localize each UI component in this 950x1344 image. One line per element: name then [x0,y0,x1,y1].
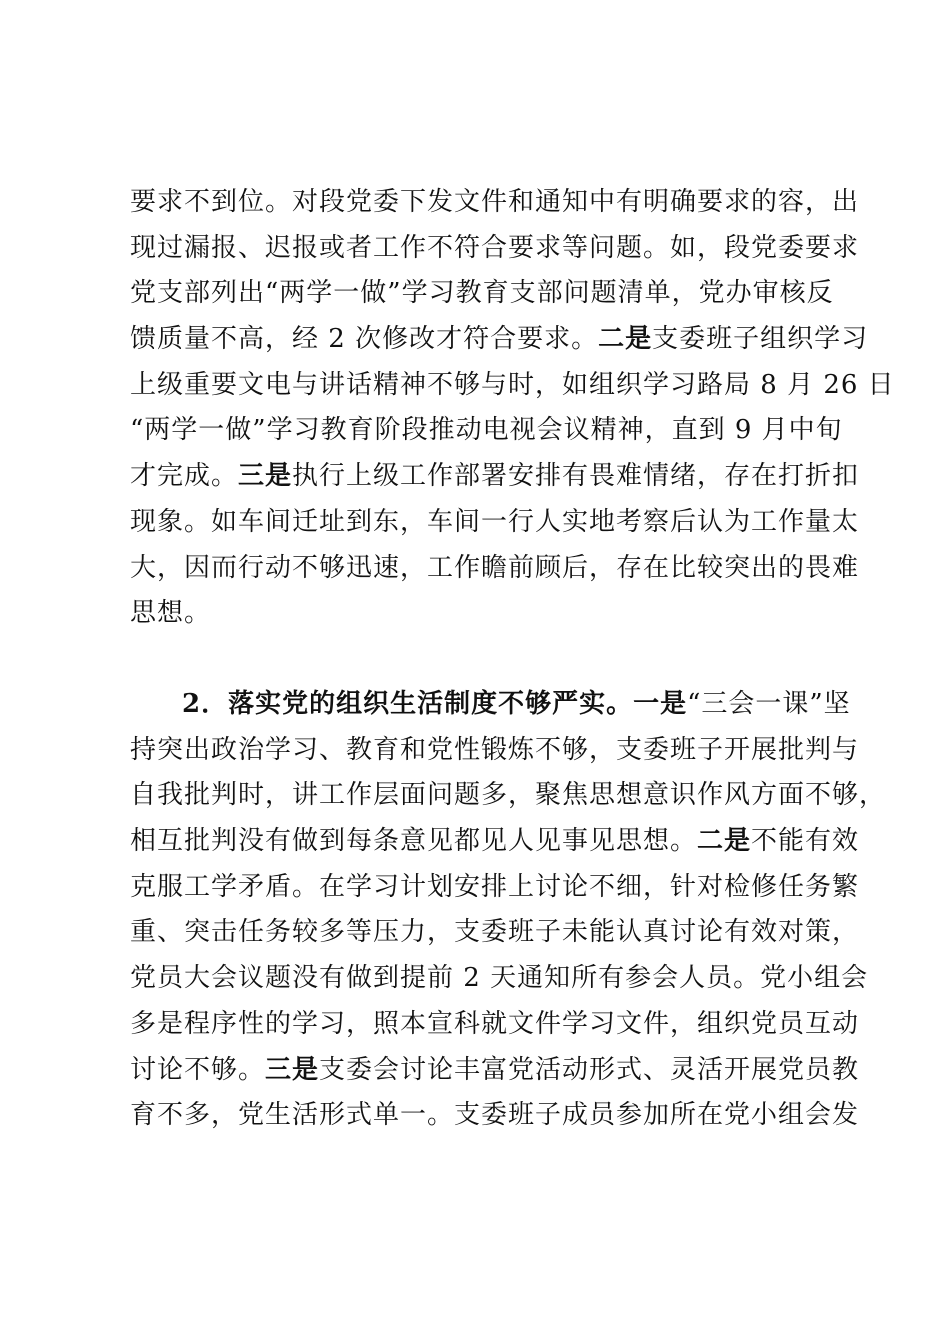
bold-marker: 三是 [238,461,293,492]
line-5 [130,363,895,409]
line-2 [130,728,860,774]
text-run: 自我批判时，讲工作层面问题多，聚焦思想意识作风方面不够， [130,780,887,811]
bold-marker: 三是 [265,1054,320,1085]
line-1 [130,180,860,226]
heading-line [130,682,851,728]
bold-marker: 二是 [697,826,752,857]
line-9 [130,1048,860,1094]
line-6 [130,408,843,454]
line-10 [130,1093,860,1139]
text-run: 克服工学矛盾。在学习计划安排上讨论不细，针对检修任务繁 [130,871,860,902]
text-run: 支委班子组织学习 [652,324,869,355]
line-6 [130,910,860,956]
line-8 [130,500,860,546]
line-3 [130,271,832,317]
line-7 [130,454,860,500]
text-run: 相互批判没有做到每条意见都见人见事见思想。 [130,826,698,857]
text-run: 不能有效 [751,826,860,857]
line-7 [130,956,869,1002]
text-run: 育不多，党生活形式单一。支委班子成员参加所在党小组会发 [130,1100,860,1131]
text-run: 党员大会议题没有做到提前 2 天通知所有参会人员。党小组会 [130,963,869,994]
line-3 [130,773,887,819]
line-4 [130,819,860,865]
paragraph-2 [130,682,887,1139]
text-run: 执行上级工作部署安排有畏难情绪，存在打折扣 [292,461,860,492]
text-run: 要求不到位。对段党委下发文件和通知中有明确要求的容，出 [130,187,860,217]
line-8 [130,1002,860,1048]
text-run: 馈质量不高，经 2 次修改才符合要求。 [130,324,599,355]
text-run: 多是程序性的学习，照本宣科就文件学习文件，组织党员互动 [130,1008,860,1039]
text-run: 支委会讨论丰富党活动形式、灵活开展党员教 [319,1054,860,1085]
section-heading: 2．落实党的组织生活制度不够严实。一是 [182,689,688,719]
text-run: 上级重要文电与讲话精神不够与时，如组织学习路局 8 月 26 日 [130,369,895,400]
line-10 [130,591,832,637]
paragraph-1 [130,180,895,637]
text-run: “三会一课”坚 [687,689,851,719]
line-2 [130,226,860,272]
text-run: 思想。 [130,598,212,629]
line-4 [130,317,869,363]
text-run: 才完成。 [130,461,239,492]
text-run: 大，因而行动不够迅速，工作瞻前顾后，存在比较突出的畏难 [130,552,860,583]
text-run: “两学一做”学习教育阶段推动电视会议精神，直到 9 月中旬 [130,415,843,446]
text-run: 持突出政治学习、教育和党性锻炼不够，支委班子开展批判与 [130,734,860,765]
line-5 [130,865,860,911]
text-run: 党支部列出“两学一做”学习教育支部问题清单，党办审核反 [130,278,834,309]
bold-marker: 二是 [598,324,653,355]
text-run: 讨论不够。 [130,1054,266,1085]
line-9 [130,546,860,592]
text-run: 现过漏报、迟报或者工作不符合要求等问题。如，段党委要求 [130,232,860,263]
text-run: 重、突击任务较多等压力，支委班子未能认真讨论有效对策， [130,917,860,948]
text-run: 现象。如车间迁址到东，车间一行人实地考察后认为工作量太 [130,506,860,537]
